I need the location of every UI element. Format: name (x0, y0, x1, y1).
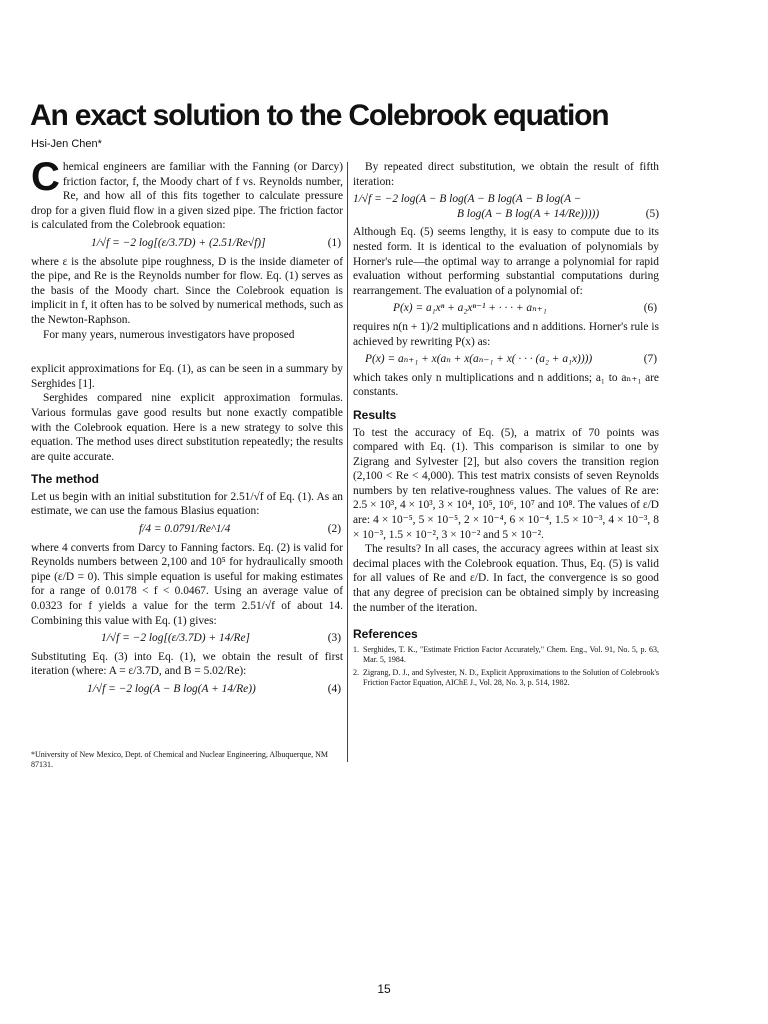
page-number: 15 (377, 982, 391, 996)
paragraph-serghides: Serghides compared nine explicit approximation formulas. Various formulas gave good results but none exactly compatible with the Colebrook equation. Here is a new strategy to solve this equation. The method uses direct substitution repeatedly; the results are quite accurate. (31, 392, 343, 463)
column-divider (347, 162, 348, 762)
equation-5-line-2: B log(A − B log(A + 14/Re))))) (457, 207, 600, 220)
intro-text: hemical engineers are familiar with the Fanning (or Darcy) friction factor, f, the Moody chart of f vs. Reynolds number, Re, and how all of this fits together to calculate pressure drop for a given fluid flow in a given sized pipe. The friction factor is calculated from the Colebrook equation: (31, 161, 343, 232)
paragraph-requires: requires n(n + 1)/2 multiplications and n additions. Horner's rule is achieved by rewriting P(x) as: (353, 320, 659, 348)
equation-6 (353, 301, 659, 316)
paragraph-repeated: By repeated direct substitution, we obtain the result of fifth iteration: (353, 161, 659, 188)
heading-method: The method (31, 472, 99, 487)
equation-7-number: (7) (643, 353, 657, 366)
equation-1-number: (1) (327, 236, 341, 249)
equation-2-number: (2) (327, 523, 341, 536)
equation-6-text: P(x) = a₁xⁿ + a₂xⁿ⁻¹ + · · · + aₙ₊₁ (393, 302, 547, 315)
reference-item (353, 668, 659, 688)
reference-text: Zigrang, D. J., and Sylvester, N. D., Explicit Approximations to the Solution of Colebrook's Friction Factor Equation, AIChE J., Vol. 28, No. 3, p. 514, 1982. (363, 667, 659, 687)
equation-4-text: 1/√f = −2 log(A − B log(A + 14/Re)) (87, 683, 256, 695)
reference-number: 1. (353, 644, 359, 654)
article-title: An exact solution to the Colebrook equation (30, 99, 609, 132)
paragraph-results: To test the accuracy of Eq. (5), a matrix of 70 points was compared with Eq. (1). This comparison is similar to one by Zigrang and Sylvester [2], but also covers the transition region (2,100 < Re < 4,000). This test matrix consists of seven Reynolds numbers by ten relative-roughness values. The values of Re are: 2.5 × 10³, 4 × 10³, 3 × 10⁴, 10⁵, 10⁶, 10⁷ and 10⁸. The values of ε/D are: 4 × 10⁻⁵, 5 × 10⁻⁵, 2 × 10⁻⁴, 6 × 10⁻⁴, 1.5 × 10⁻³, 4 × 10⁻³, 8 × 10⁻³, 1.5 × 10⁻², 3 × 10⁻² and 5 × 10⁻². (353, 426, 659, 541)
equation-7 (353, 352, 659, 367)
drop-cap: C (31, 155, 60, 199)
equation-4-number: (4) (327, 683, 341, 695)
paragraph-after-eq1: where ε is the absolute pipe roughness, D is the inside diameter of the pipe, and Re is the Reynolds number for flow. Eq. (1) serves as the basis of the Moody chart. Since the Colebrook equation is implicit in f, it often has to be solved by numerical methods, such as the Newton-Raphson. (31, 255, 343, 326)
equation-3-number: (3) (327, 632, 341, 645)
equation-6-number: (6) (643, 302, 657, 315)
right-column (353, 160, 659, 691)
column-gap (31, 342, 343, 362)
paragraph-takes: which takes only n multiplications and n additions; a₁ to aₙ₊₁ are constants. (353, 371, 659, 399)
paragraph-after-eq3: Substituting Eq. (3) into Eq. (1), we obtain the result of first iteration (where: A = ε/3.7D, and B = 5.02/Re): (31, 650, 343, 678)
heading-results: Results (353, 407, 397, 422)
equation-2-text: f/4 = 0.0791/Re^1/4 (139, 523, 231, 536)
paragraph-many-years: For many years, numerous investigators have proposed (43, 328, 295, 341)
intro-paragraph (31, 155, 343, 233)
left-column (31, 155, 343, 701)
reference-text: Serghides, T. K., "Estimate Friction Factor Accurately," Chem. Eng., Vol. 91, No. 5, p. 63, Mar. 5, 1984. (363, 644, 659, 664)
equation-3-text: 1/√f = −2 log[(ε/3.7D) + 14/Re] (101, 632, 250, 645)
equation-5-line-1: 1/√f = −2 log(A − B log(A − B log(A − B log(A − (353, 193, 582, 206)
paragraph-explicit: explicit approximations for Eq. (1), as can be seen in a summary by Serghides [1]. (31, 363, 343, 390)
paragraph-results-2: The results? In all cases, the accuracy agrees within at least six decimal places with the Colebrook equation. Thus, Eq. (5) is valid for all values of Re and ε/D. In fact, the convergence is so good that any degree of precision can be obtained simply by increasing the number of the iteration. (353, 543, 659, 614)
paragraph-after-eq2: where 4 converts from Darcy to Fanning factors. Eq. (2) is valid for Reynolds numbers between 2,100 and 10⁵ for hydraulically smooth pipe (ε/D = 0). This simple equation is useful for making estimates for a range of 0.0178 < f < 0.0467. Using an average value of 0.0323 for f yields a value for the term 2.51/√f of about 14. Combining this value with Eq. (1) gives: (31, 541, 343, 627)
equation-4 (31, 682, 343, 697)
author-footnote: *University of New Mexico, Dept. of Chemical and Nuclear Engineering, Albuquerque, NM 87131. (31, 750, 329, 769)
equation-5-number: (5) (645, 207, 659, 220)
paragraph-method: Let us begin with an initial substitution for 2.51/√f of Eq. (1). As an estimate, we can use the famous Blasius equation: (31, 490, 343, 518)
reference-number: 2. (353, 667, 359, 677)
equation-1-text: 1/√f = −2 log[(ε/3.7D) + (2.51/Re√f)] (91, 236, 266, 249)
heading-references: References (353, 627, 418, 642)
reference-list (353, 645, 659, 688)
equation-1 (31, 236, 343, 251)
equation-2 (31, 522, 343, 537)
equation-3 (31, 631, 343, 646)
equation-7-text: P(x) = aₙ₊₁ + x(aₙ + x(aₙ₋₁ + x( · · · (a₂ + a₁x)))) (365, 353, 593, 366)
author-line: Hsi-Jen Chen* (31, 138, 102, 150)
paragraph-lengthy: Although Eq. (5) seems lengthy, it is easy to compute due to its nested form. It is identical to the evaluation of polynomials by Horner's rule—the optimal way to arrange a polynomial for rapid evaluation without performing substantial computations during rearrangement. The evaluation of a polynomial of: (353, 226, 659, 297)
equation-5 (353, 192, 659, 221)
reference-item (353, 645, 659, 665)
